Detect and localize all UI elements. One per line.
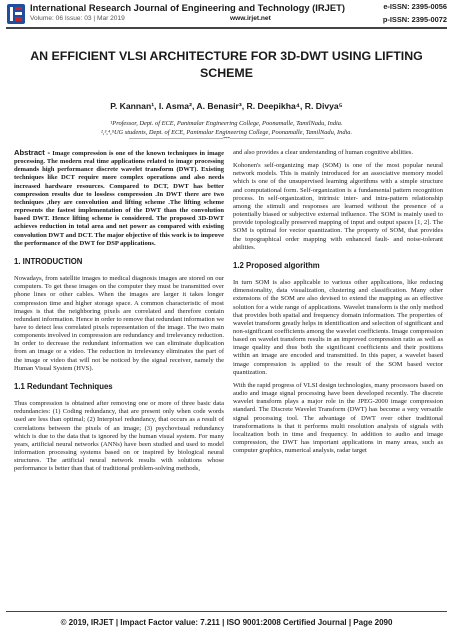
journal-header (0, 0, 453, 30)
intro-paragraph: Nowadays, from satellite images to medical diagnosis images are stored on our computers. To get these images on the computer they must be transmitted over phone lines or other cables. When the images are larger it takes longer compression time and higher storage space. A common characteristic of most images is that the neighboring pixels are correlated and therefore contain redundant information. Hence in order to remove that redundant information we have to detect less correlated pixels representation of the image. The two main components involved in compression are redundancy and irrelevancy reduction. In order to decrease the redundant information we can eliminate duplication from an image or a video. The reduction in irrelevancy eliminates the part of the image or video that will not be noticed by the signal receiver, namely the Human Visual System (HVS). (14, 275, 224, 372)
affiliation-2: ²,³,⁴,⁵UG students, Dept. of ECE, Panimalar Engineering College, Poonamalle, TamilNadu, India. (100, 129, 353, 136)
proposed-paragraph: In turn SOM is also applicable to various other applications, like reducing dimensionality, data visualization, clustering and classification. Many other extensions of the SOM are also devised to extend the mapping as an effective solution for a wide range of applications. Wavelet transform is the only method that provides both spatial and frequency domain information. The properties of wavelet transform greatly helps in identification and selection of significant and non-significant coefficients among the wavelet coefficients. Image compression based on wavelet transform results in an improved compression ratio as well as image quality and thus both the significant coefficients and their positions within an image are encoded and transmitted. In this paper, a wavelet based image compression is applied to the result of the SOM based vector quantization. (233, 279, 443, 376)
som-paragraph: Kohonen's self-organizing map (SOM) is one of the most popular neural network models. This is mainly introduced for an associative memory model which is one of the unsupervised learning algorithms with a simple structure and computational form. Self-organization is a fundamental pattern recognition process. In self-organization, intrinsic inter- and intra-pattern relationship among the stimuli and responses are learned without the presence of a potentially biased or subjective external influence. The SOM is mainly used to provide topologically preserved mapping of input and output spaces [1, 2]. The SOM is optimal for vector quantization. The property of SOM, that provides the topographical order mapping with enhanced fault- and noise-tolerant abilities. (233, 162, 443, 251)
paper-title: AN EFFICIENT VLSI ARCHITECTURE FOR 3D-DWT USING LIFTING SCHEME (30, 49, 423, 80)
page-footer: © 2019, IRJET | Impact Factor value: 7.211 | ISO 9001:2008 Certified Journal | Page 2090 (60, 618, 393, 627)
journal-name: International Research Journal of Engineering and Technology (IRJET) (30, 2, 345, 13)
vlsi-paragraph: With the rapid progress of VLSI design technologies, many processors based on audio and image signal processing have been developed recently. The discrete wavelet transform plays a major role in the JPEG-2000 image compression standard. The Discrete Wavelet Transform (DWT) has become a very versatile signal processing tool. The advantage of DWT over other traditional transformations is that it performs multi resolution analysis of signals with localization both in time and frequency. In addition to audio and image compression, the DWT has important applications in many areas, such as computer graphics, numerical analysis, radar target (233, 381, 443, 455)
header-rule (6, 27, 447, 29)
abstract (14, 149, 224, 248)
abstract-label: Abstract - (14, 148, 51, 157)
left-column (14, 149, 224, 478)
author-list: P. Kannan¹, I. Asma², A. Benasir³, R. Deepikha⁴, R. Divya⁵ (110, 101, 343, 111)
journal-website-link[interactable]: www.irjet.net (230, 15, 271, 22)
redundant-heading: 1.1 Redundant Techniques (14, 381, 113, 391)
intro-heading: 1. INTRODUCTION (14, 256, 83, 266)
p-issn: p-ISSN: 2395-0072 (382, 15, 447, 24)
footer-rule (6, 611, 447, 612)
affiliation-1: ¹Professor, Dept. of ECE, Panimalar Engineering College, Poonamalle, TamilNadu, India. (110, 120, 343, 127)
right-column (233, 149, 443, 460)
e-issn: e-ISSN: 2395-0056 (383, 2, 447, 11)
section-separator: ---------------------------------------------------------------------***--------------------------------------------------------------------- (129, 137, 324, 142)
proposed-heading: 1.2 Proposed algorithm (233, 260, 320, 270)
volume-issue: Volume: 06 Issue: 03 | Mar 2019 (30, 15, 125, 22)
irjet-logo-icon (6, 3, 26, 25)
continued-paragraph: and also provides a clear understanding of human cognitive abilities. (233, 149, 413, 156)
abstract-text: Image compression is one of the known techniques in image processing. The modern real time applications related to image processing demands high performance discrete wavelet transform (DWT). Existing techniques like DCT require more complex operations and also needs increased hardware resources. Compared to DCT, DWT has better compression results due to lossless compression .In DWT there are two techniques ,they are convolution and lifting scheme .The lifting scheme represents the fastest implementation of the DWT than the convolution based DWT. Hence lifting scheme is considered. The proposed 3D-DWT achieves reduction in total area and net power as compared with existing convolution DWT and DCT. The major objective of this work is to improve the performance of the DWT for DSP applications. (14, 150, 224, 247)
redundant-paragraph: Thus compression is obtained after removing one or more of three basic data redundancies: (1) Coding redundancy, that are present only when code words used are less than optimal; (2) Interpixel redundancy, that occurs as a result of correlations between the pixels of an image; (3) psychovisual redundancy which is due to the data that is ignored by the human visual system. For many years, artificial neural networks (ANNs) have been studied and used to model information processing systems based on or inspired by biological neural structures. The artificial neural network results with solutions whose performance is better than that of traditional problem-solving methods, (14, 400, 224, 473)
